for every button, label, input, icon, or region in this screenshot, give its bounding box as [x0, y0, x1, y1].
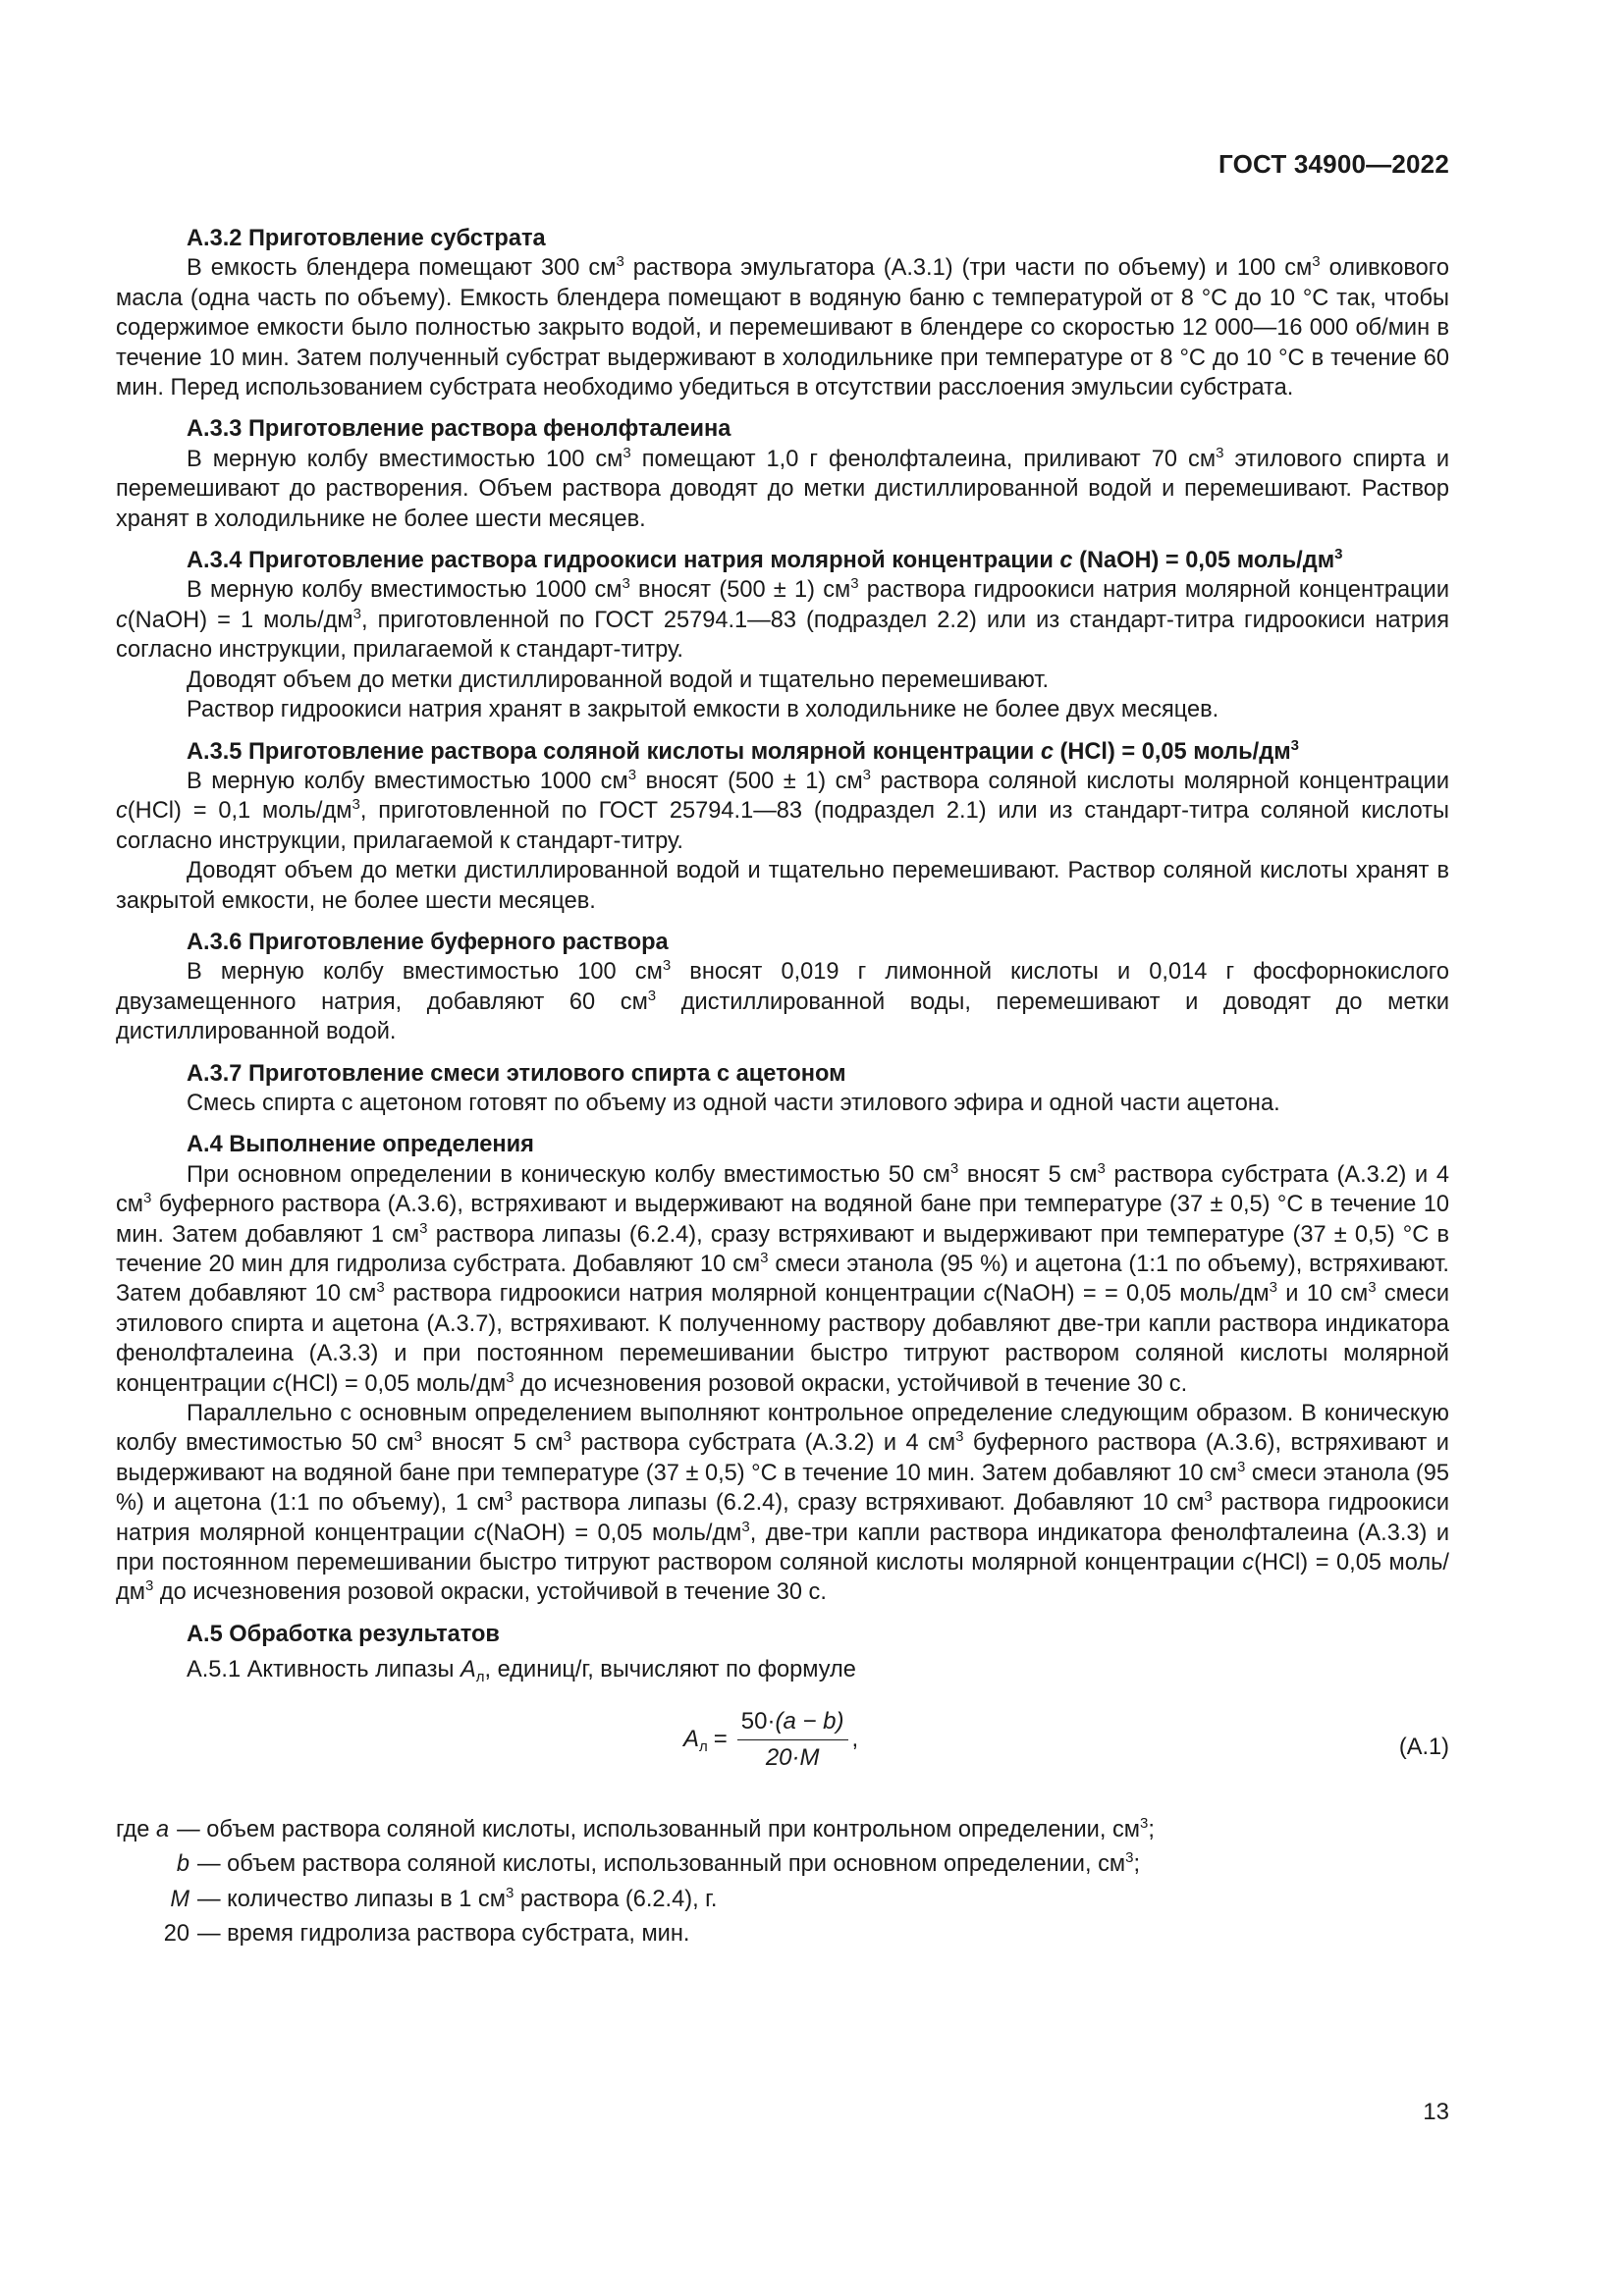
paragraph-a36: В мерную колбу вместимостью 100 $см^3$ вносят 0,019 г лимонной кислоты и 0,014 г фосфорнокислого двузамещенного натрия, добавляют 60 $см^3$ дистиллированной воды, перемешивают и доводят до метки дистиллированной водой.	[116, 957, 1450, 1045]
section-title-a33: А.3.3 Приготовление раствора фенолфталеина	[187, 416, 731, 443]
formula-row	[116, 1699, 1449, 1805]
main-content	[116, 224, 1449, 1949]
paragraph-a4-1: При основном определении в коническую колбу вместимостью 50 $см^3$ вносят 5 $см^3$ раствора субстрата (А.3.2) и 4 $см^3$ буферного раствора (А.3.6), встряхивают и выдерживают на водяной бане при температуре (37 ± 0,5) °С в течение 10 мин. Затем добавляют 1 $см^3$ раствора липазы (6.2.4), сразу встряхивают и выдерживают при температуре (37 ± 0,5) °С в течение 20 мин для гидролиза субстрата. Добавляют 10 $см^3$ смеси этанола (95 %) и ацетона (1:1 по объему), встряхивают. Затем добавляют 10 $см^3$ раствора гидроокиси натрия молярной концентрации c(NaOH) = = 0,05 моль/$дм^3$ и 10 $см^3$ смеси этилового спирта и ацетона (А.3.7), встряхивают. К полученному раствору добавляют две-три капли раствора индикатора фенолфталеина (А.3.3) и при постоянном перемешивании быстро титруют раствором соляной кислоты молярной концентрации c(HCl) = 0,05 моль/$дм^3$ до исчезновения розовой окраски, устойчивой в течение 30 с.	[116, 1159, 1450, 1397]
paragraph-a37: Смесь спирта с ацетоном готовят по объему из одной части этилового эфира и одной части ацетона.	[187, 1090, 1280, 1116]
section-title-a36: А.3.6 Приготовление буферного раствора	[187, 929, 669, 955]
formula-a1: $A_л$ = $\frac{50\cdot(a - b)}{20\cdot M}$ ,	[683, 1707, 858, 1774]
paragraph-a34-3: Раствор гидроокиси натрия хранят в закрытой емкости в холодильнике не более двух месяцев.	[187, 697, 1219, 723]
definition-item: 20 — время гидролиза раствора субстрата, мин.	[163, 1920, 690, 1947]
definition-item: где a — объем раствора соляной кислоты, использованный при контрольном определении, $см^3$;	[116, 1814, 1155, 1842]
section-title-a5: А.5 Обработка результатов	[187, 1621, 500, 1647]
section-title-a34: А.3.4 Приготовление раствора гидроокиси натрия молярной концентрации c (NaOH) = 0,05 моль/$дм^3$	[187, 546, 1343, 574]
section-title-a32: А.3.2 Приготовление субстрата	[187, 226, 546, 251]
formula-fraction: $\frac{50\cdot(a - b)}{20\cdot M}$	[737, 1707, 848, 1774]
paragraph-a34-1: В мерную колбу вместимостью 1000 $см^3$ вносят (500 ± 1) $см^3$ раствора гидроокиси натрия молярной концентрации c(NaOH) = 1 моль/$дм^3$, приготовленной по ГОСТ 25794.1—83 (подраздел 2.2) или из стандарт-титра гидроокиси натрия согласно инструкции, прилагаемой к стандарт-титру.	[116, 575, 1449, 664]
section-title-a35: А.3.5 Приготовление раствора соляной кислоты молярной концентрации c (HCl) = 0,05 моль/$дм^3$	[187, 736, 1299, 765]
paragraph-a32: В емкость блендера помещают 300 $см^3$ раствора эмульгатора (А.3.1) (три части по объему) и 100 $см^3$ оливкового масла (одна часть по объему). Емкость блендера помещают в водяную баню с температурой от 8 °С до 10 °С так, чтобы содержимое емкости было полностью закрыто водой, и перемешивают в блендере со скоростью 12 000—16 000 об/мин в течение 10 мин. Затем полученный субстрат выдерживают в холодильнике при температуре от 8 °С до 10 °С в течение 60 мин. Перед использованием субстрата необходимо убедиться в отсутствии расслоения эмульсии субстрата.	[116, 253, 1449, 401]
paragraph-a35-1: В мерную колбу вместимостью 1000 $см^3$ вносят (500 ± 1) $см^3$ раствора соляной кислоты молярной концентрации c(HCl) = 0,1 моль/$дм^3$, приготовленной по ГОСТ 25794.1—83 (подраздел 2.1) или из стандарт-титра соляной кислоты согласно инструкции, прилагаемой к стандарт-титру.	[116, 766, 1450, 854]
definition-item: b — объем раствора соляной кислоты, использованный при основном определении, $см^3$;	[176, 1849, 1141, 1878]
paragraph-a4-2: Параллельно с основным определением выполняют контрольное определение следующим образом. В коническую колбу вместимостью 50 $см^3$ вносят 5 $см^3$ раствора субстрата (А.3.2) и 4 $см^3$ буферного раствора (А.3.6), встряхивают и выдерживают на водяной бане при температуре (37 ± 0,5) °С в течение 10 мин. Затем добавляют 10 $см^3$ смеси этанола (95 %) и ацетона (1:1 по объему), 1 $см^3$ раствора липазы (6.2.4), сразу встряхивают. Добавляют 10 $см^3$ раствора гидроокиси натрия молярной концентрации c(NaOH) = 0,05 моль/$дм^3$, две-три капли раствора индикатора фенолфталеина (А.3.3) и при постоянном перемешивании быстро титруют раствором соляной кислоты молярной концентрации c(HCl) = 0,05 моль/$дм^3$ до исчезновения розовой окраски, устойчивой в течение 30 с.	[116, 1401, 1449, 1606]
paragraph-a5-1: А.5.1 Активность липазы $A_л$, единиц/г, вычисляют по формуле	[187, 1657, 856, 1686]
paragraph-a33: В мерную колбу вместимостью 100 $см^3$ помещают 1,0 г фенолфталеина, приливают 70 $см^3$ этилового спирта и перемешивают до растворения. Объем раствора доводят до метки дистиллированной водой и перемешивают. Раствор хранят в холодильнике не более шести месяцев.	[116, 444, 1449, 532]
section-title-a37: А.3.7 Приготовление смеси этилового спирта с ацетоном	[187, 1060, 846, 1087]
paragraph-a35-2: Доводят объем до метки дистиллированной водой и тщательно перемешивают. Раствор соляной кислоты хранят в закрытой емкости, не более шести месяцев.	[116, 858, 1449, 914]
section-title-a4: А.4 Выполнение определения	[187, 1132, 534, 1158]
formula-number: (А.1)	[1398, 1734, 1449, 1760]
page-number: 13	[1423, 2099, 1449, 2125]
variable-definitions	[116, 1815, 1449, 1949]
definition-item: M — количество липазы в 1 $см^3$ раствора (6.2.4), г.	[170, 1884, 718, 1912]
standard-header: ГОСТ 34900—2022	[1218, 149, 1449, 179]
paragraph-a34-2: Доводят объем до метки дистиллированной водой и тщательно перемешивают.	[187, 667, 1050, 693]
